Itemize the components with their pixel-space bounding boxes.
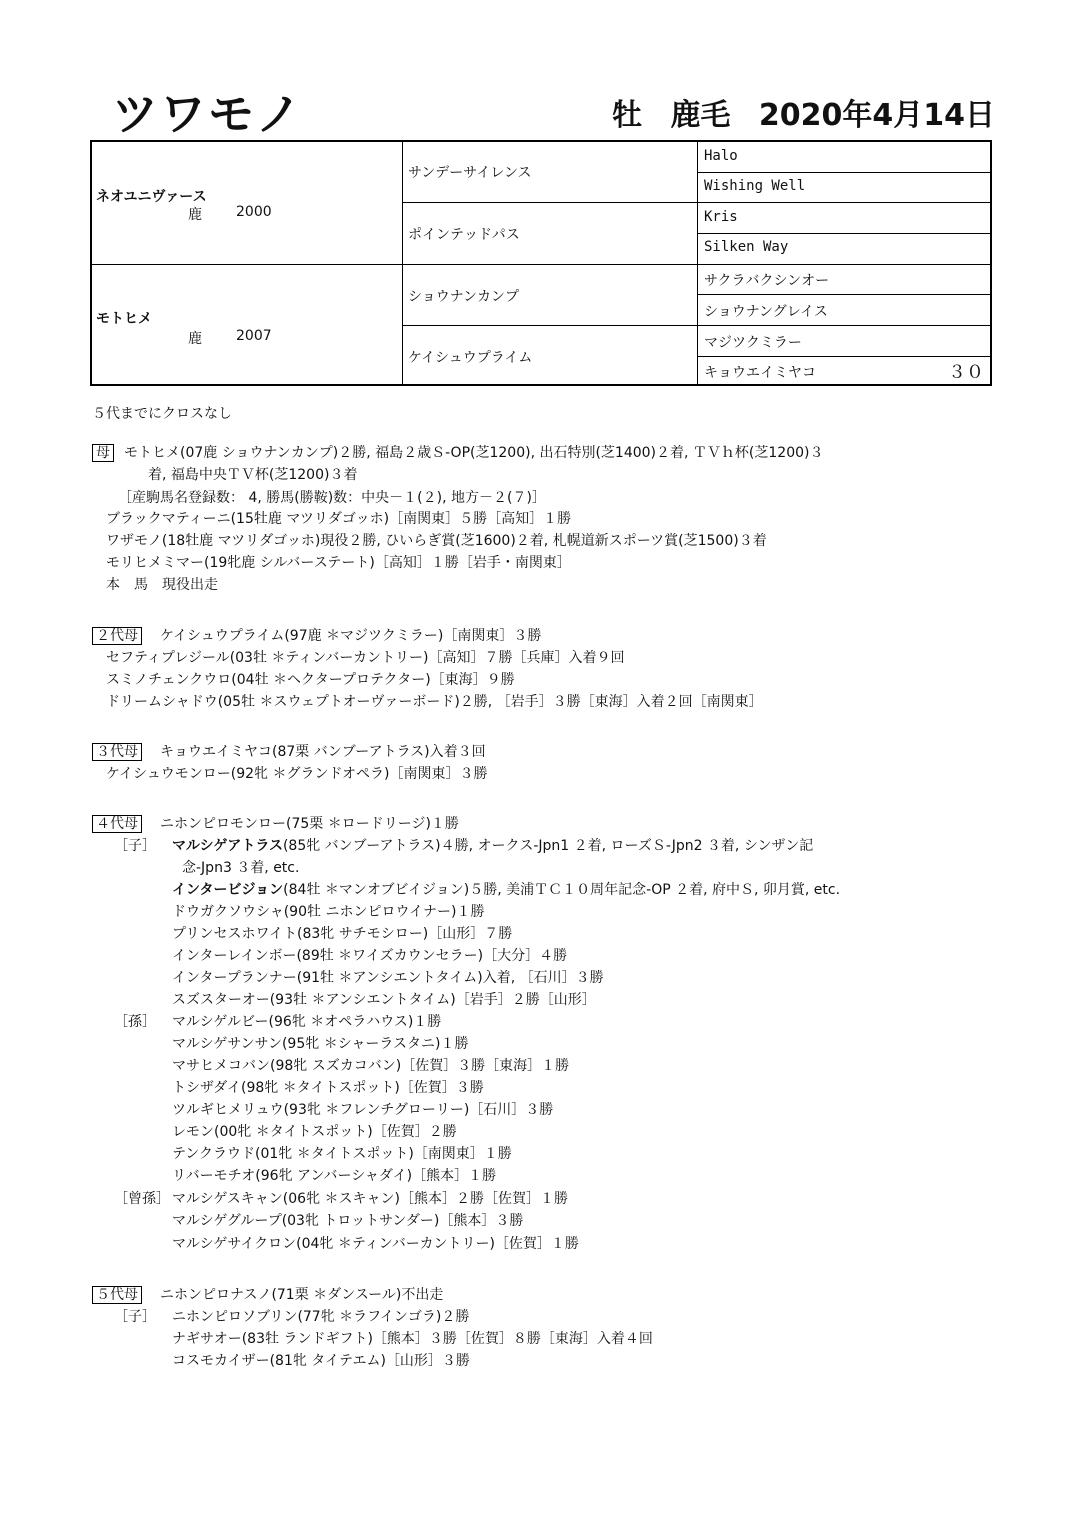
list-item: 本 馬 現役出走 xyxy=(106,577,218,593)
dam-record-cont: 着, 福島中央ＴＶ杯(芝1200)３着 xyxy=(148,467,358,483)
section-label: 母 xyxy=(92,444,114,462)
category-label: ［曾孫］ xyxy=(114,1191,170,1207)
horse-sex: 牡 xyxy=(612,98,642,133)
list-item: マルシゲスキャン(06牝 ＊スキャン)［熊本］２勝［佐賀］１勝 xyxy=(172,1191,568,1207)
grandparent: ショウナンカンプ xyxy=(408,289,520,305)
list-item: ツルギヒメリュウ(93牝 ＊フレンチグローリー)［石川］３勝 xyxy=(172,1102,554,1118)
category-label: ［子］ xyxy=(114,1309,156,1325)
great-grandparent: Silken Way xyxy=(704,239,789,255)
dam-record: モトヒメ(07鹿 ショウナンカンプ)２勝, 福島２歳Ｓ-OP(芝1200), 出石特別(芝1400)２着, ＴＶｈ杯(芝1200)３ xyxy=(124,445,824,461)
list-item: ワザモノ(18牡鹿 マツリダゴッホ)現役２勝, ひいらぎ賞(芝1600)２着, 札幌道新スポーツ賞(芝1500)３着 xyxy=(106,533,767,549)
list-item: インタープランナー(91牡 ＊アンシエントタイム)入着, ［石川］３勝 xyxy=(172,970,604,986)
inbreeding-coefficient: ３０ xyxy=(948,362,984,383)
record-text: (85牝 バンブーアトラス)４勝, オークス-Jpn1 ２着, ローズＳ-Jpn2 ３着, シンザン記 xyxy=(282,838,814,854)
list-item: モリヒメミマー(19牝鹿 シルバーステート)［高知］１勝［岩手・南関東］ xyxy=(106,555,571,571)
list-item: リバーモチオ(96牝 アンバーシャダイ)［熊本］１勝 xyxy=(172,1168,497,1184)
great-grandparent: マジツクミラー xyxy=(704,335,802,351)
list-item: ドウガクソウシャ(90牡 ニホンピロウイナー)１勝 xyxy=(172,904,485,920)
list-item: トシザダイ(98牝 ＊タイトスポット)［佐賀］３勝 xyxy=(172,1080,484,1096)
sire-year: 2000 xyxy=(236,204,272,220)
list-item: マサヒメコバン(98牝 スズカコバン)［佐賀］３勝［東海］１勝 xyxy=(172,1058,570,1074)
section-label: ２代母 xyxy=(92,627,142,645)
highlight-name: マルシゲアトラス xyxy=(172,838,283,854)
great-grandparent: Halo xyxy=(704,148,738,164)
third-dam-record: キョウエイミヤコ(87栗 バンブーアトラス)入着３回 xyxy=(160,744,486,760)
list-item: テンクラウド(01牝 ＊タイトスポット)［南関東］１勝 xyxy=(172,1146,512,1162)
great-grandparent: キョウエイミヤコ xyxy=(704,365,816,381)
cross-note: ５代までにクロスなし xyxy=(92,406,232,422)
fifth-dam-record: ニホンピロナスノ(71栗 ＊ダンスール)不出走 xyxy=(160,1287,444,1303)
pedigree-table xyxy=(90,140,992,386)
horse-color: 鹿毛 xyxy=(670,98,731,133)
list-item: コスモカイザー(81牝 タイテエム)［山形］３勝 xyxy=(172,1353,470,1369)
second-dam-section xyxy=(92,625,541,645)
list-item: ブラックマティーニ(15牡鹿 マツリダゴッホ)［南関東］５勝［高知］１勝 xyxy=(106,511,572,527)
list-item: スズスターオー(93牡 ＊アンシエントタイム)［岩手］２勝［山形］ xyxy=(172,992,596,1008)
list-item: プリンセスホワイト(83牝 サチモシロー)［山形］７勝 xyxy=(172,926,513,942)
list-item: マルシゲルビー(96牝 ＊オペラハウス)１勝 xyxy=(172,1014,442,1030)
list-item-cont: 念-Jpn3 ３着, etc. xyxy=(182,860,300,876)
list-item xyxy=(172,879,840,899)
great-grandparent: Wishing Well xyxy=(704,178,806,194)
list-item: ナギサオー(83牡 ランドギフト)［熊本］３勝［佐賀］８勝［東海］入着４回 xyxy=(172,1331,653,1347)
list-item: スミノチェンクウロ(04牡 ＊ヘクタープロテクター)［東海］９勝 xyxy=(106,672,515,688)
section-label: ３代母 xyxy=(92,743,142,761)
horse-name: ツワモノ xyxy=(112,87,304,141)
grandparent: サンデーサイレンス xyxy=(408,165,532,181)
grandparent: ケイシュウプライム xyxy=(408,350,533,366)
section-label: ５代母 xyxy=(92,1286,142,1304)
horse-profile xyxy=(612,90,1013,134)
list-item: ケイシュウモンロー(92牝 ＊グランドオペラ)［南関東］３勝 xyxy=(106,766,488,782)
highlight-name: インタービジョン xyxy=(172,882,284,898)
fourth-dam-section xyxy=(92,813,459,833)
list-item: インターレインボー(89牡 ＊ワイズカウンセラー)［大分］４勝 xyxy=(172,948,568,964)
dam-registration: ［産駒馬名登録数： 4, 勝馬(勝鞍)数：中央－１(２), 地方－２(７)］ xyxy=(118,490,546,506)
list-item xyxy=(172,835,813,855)
dam-year: 2007 xyxy=(236,328,272,344)
list-item: ドリームシャドウ(05牡 ＊スウェプトオーヴァーボード)２勝, ［岩手］３勝［東海］入着２回［南関東］ xyxy=(106,694,763,710)
sire-color: 鹿 xyxy=(188,207,202,223)
list-item: マルシゲグループ(03牝 トロットサンダー)［熊本］３勝 xyxy=(172,1213,524,1229)
list-item: マルシゲサンサン(95牝 ＊シャーラスタニ)１勝 xyxy=(172,1036,469,1052)
list-item: レモン(00牝 ＊タイトスポット)［佐賀］２勝 xyxy=(172,1124,457,1140)
list-item: マルシゲサイクロン(04牝 ＊ティンバーカントリー)［佐賀］１勝 xyxy=(172,1236,579,1252)
birth-date: 2020年4月14日 xyxy=(758,98,996,133)
record-text: (84牡 ＊マンオブビイジョン)５勝, 美浦ＴＣ１０周年記念-OP ２着, 府中Ｓ, 卯月賞, etc. xyxy=(283,882,841,898)
dam-section xyxy=(92,442,823,462)
dam-name: モトヒメ xyxy=(96,311,152,327)
category-label: ［子］ xyxy=(114,838,156,854)
list-item: セフティプレジール(03牡 ＊ティンバーカントリー)［高知］７勝［兵庫］入着９回 xyxy=(106,650,625,666)
sire-name: ネオユニヴァース xyxy=(96,189,207,205)
third-dam-section xyxy=(92,741,486,761)
great-grandparent: サクラバクシンオー xyxy=(704,273,830,289)
second-dam-record: ケイシュウプライム(97鹿 ＊マジツクミラー)［南関東］３勝 xyxy=(160,628,542,644)
fifth-dam-section xyxy=(92,1284,443,1304)
fourth-dam-record: ニホンピロモンロー(75栗 ＊ロードリージ)１勝 xyxy=(160,816,459,832)
great-grandparent: Kris xyxy=(704,209,738,225)
category-label: ［孫］ xyxy=(114,1014,156,1030)
section-label: ４代母 xyxy=(92,815,142,833)
dam-color: 鹿 xyxy=(188,331,202,347)
great-grandparent: ショウナングレイス xyxy=(704,304,828,320)
grandparent: ポインテッドパス xyxy=(408,227,520,243)
list-item: ニホンピロソブリン(77牝 ＊ラフインゴラ)２勝 xyxy=(172,1309,470,1325)
